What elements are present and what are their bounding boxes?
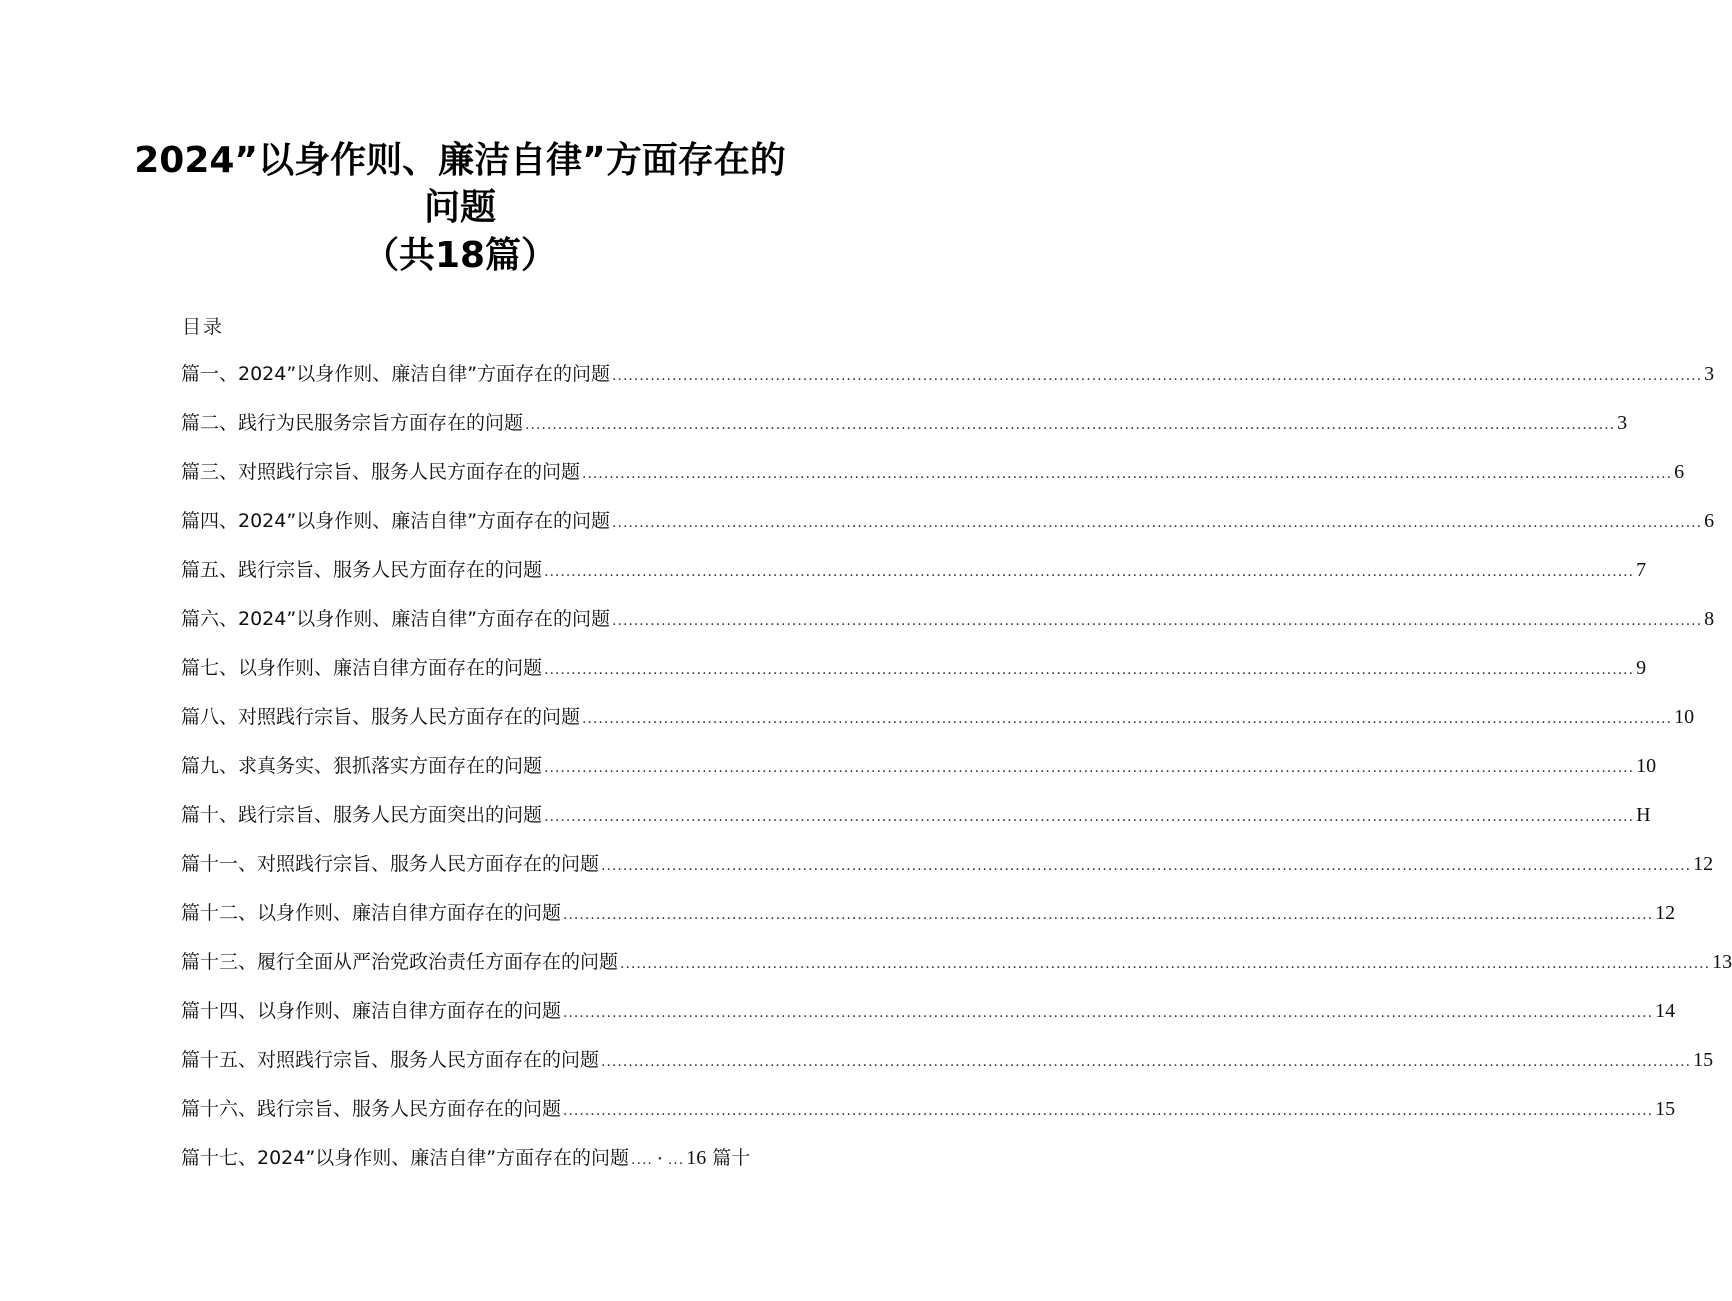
toc-heading: 目录 bbox=[182, 316, 225, 338]
toc-entry-title: 篇五、践行宗旨、服务人民方面存在的问题 bbox=[181, 559, 543, 581]
toc-entry-title: 篇十七、2024”以身作则、廉洁自律”方面存在的问题 bbox=[181, 1147, 630, 1169]
toc-entry-17[interactable] bbox=[181, 1144, 781, 1193]
document-title-line-2: 问题 bbox=[423, 187, 496, 228]
toc-entry-title: 篇一、2024”以身作则、廉洁自律”方面存在的问题 bbox=[181, 363, 611, 385]
toc-dot-leader: ........................................................................................................................................................................................................ bbox=[582, 711, 1673, 727]
toc-dot-leader: ........................................................................................................................................................................................................ bbox=[620, 956, 1711, 972]
toc-entry-11[interactable] bbox=[181, 850, 1714, 899]
toc-page-number: 6 bbox=[1704, 510, 1715, 532]
toc-entry-6[interactable] bbox=[181, 605, 1715, 654]
toc-page-number: 13 bbox=[1712, 951, 1732, 973]
toc-entry-title: 篇三、对照践行宗旨、服务人民方面存在的问题 bbox=[181, 461, 581, 483]
toc-entry-5[interactable] bbox=[181, 556, 1647, 605]
toc-dot-leader: ....・... bbox=[631, 1152, 685, 1168]
toc-dot-leader: ........................................................................................................................................................................................................ bbox=[544, 564, 1635, 580]
toc-page-number: 8 bbox=[1704, 608, 1715, 630]
toc-dot-leader: ........................................................................................................................................................................................................ bbox=[612, 368, 1703, 384]
toc-dot-leader: ........................................................................................................................................................................................................ bbox=[544, 760, 1635, 776]
toc-entry-12[interactable] bbox=[181, 899, 1676, 948]
toc-dot-leader: ........................................................................................................................................................................................................ bbox=[563, 1005, 1654, 1021]
toc-dot-leader: ........................................................................................................................................................................................................ bbox=[563, 907, 1654, 923]
toc-entry-title: 篇六、2024”以身作则、廉洁自律”方面存在的问题 bbox=[181, 608, 611, 630]
table-of-contents bbox=[181, 360, 1732, 1193]
toc-page-number: 6 bbox=[1674, 461, 1685, 483]
toc-entry-3[interactable] bbox=[181, 458, 1685, 507]
toc-page-number: 15 bbox=[1655, 1098, 1676, 1120]
toc-entry-8[interactable] bbox=[181, 703, 1695, 752]
toc-page-number: 14 bbox=[1655, 1000, 1676, 1022]
toc-entry-title: 篇十六、践行宗旨、服务人民方面存在的问题 bbox=[181, 1098, 562, 1120]
toc-entry-7[interactable] bbox=[181, 654, 1647, 703]
toc-entry-title: 篇十、践行宗旨、服务人民方面突出的问题 bbox=[181, 804, 543, 826]
toc-entry-16[interactable] bbox=[181, 1095, 1676, 1144]
toc-dot-leader: ........................................................................................................................................................................................................ bbox=[525, 417, 1616, 433]
toc-dot-leader: ........................................................................................................................................................................................................ bbox=[544, 809, 1635, 825]
toc-dot-leader: ........................................................................................................................................................................................................ bbox=[601, 858, 1692, 874]
toc-entry-title: 篇四、2024”以身作则、廉洁自律”方面存在的问题 bbox=[181, 510, 611, 532]
toc-entry-title: 篇二、践行为民服务宗旨方面存在的问题 bbox=[181, 412, 524, 434]
toc-entry-15[interactable] bbox=[181, 1046, 1714, 1095]
toc-entry-14[interactable] bbox=[181, 997, 1676, 1046]
toc-dot-leader: ........................................................................................................................................................................................................ bbox=[612, 515, 1703, 531]
toc-entry-10[interactable] bbox=[181, 801, 1651, 850]
toc-page-number: 16 bbox=[686, 1147, 707, 1169]
toc-page-number: 10 bbox=[1674, 706, 1695, 728]
toc-entry-title: 篇八、对照践行宗旨、服务人民方面存在的问题 bbox=[181, 706, 581, 728]
toc-page-number: 10 bbox=[1636, 755, 1657, 777]
toc-dot-leader: ........................................................................................................................................................................................................ bbox=[563, 1103, 1654, 1119]
toc-entry-title: 篇七、以身作则、廉洁自律方面存在的问题 bbox=[181, 657, 543, 679]
toc-dot-leader: ........................................................................................................................................................................................................ bbox=[582, 466, 1673, 482]
toc-entry-18-fragment: 篇十 bbox=[712, 1147, 751, 1169]
toc-page-number: 3 bbox=[1704, 363, 1715, 385]
toc-page-number: 15 bbox=[1693, 1049, 1714, 1071]
toc-dot-leader: ........................................................................................................................................................................................................ bbox=[612, 613, 1703, 629]
toc-entry-2[interactable] bbox=[181, 409, 1628, 458]
document-title-line-1: 2024”以身作则、廉洁自律”方面存在的 bbox=[134, 140, 786, 181]
document-title-count: （共18篇） bbox=[362, 235, 558, 276]
toc-page-number: 12 bbox=[1693, 853, 1714, 875]
toc-entry-title: 篇十四、以身作则、廉洁自律方面存在的问题 bbox=[181, 1000, 562, 1022]
toc-page-number: H bbox=[1636, 804, 1651, 826]
toc-entry-1[interactable] bbox=[181, 360, 1715, 409]
toc-page-number: 12 bbox=[1655, 902, 1676, 924]
toc-entry-4[interactable] bbox=[181, 507, 1715, 556]
toc-entry-title: 篇十二、以身作则、廉洁自律方面存在的问题 bbox=[181, 902, 562, 924]
toc-entry-13[interactable] bbox=[181, 948, 1732, 997]
toc-page-number: 3 bbox=[1617, 412, 1628, 434]
toc-entry-9[interactable] bbox=[181, 752, 1657, 801]
toc-entry-title: 篇十五、对照践行宗旨、服务人民方面存在的问题 bbox=[181, 1049, 600, 1071]
toc-entry-title: 篇九、求真务实、狠抓落实方面存在的问题 bbox=[181, 755, 543, 777]
toc-page-number: 7 bbox=[1636, 559, 1647, 581]
toc-dot-leader: ........................................................................................................................................................................................................ bbox=[544, 662, 1635, 678]
toc-entry-title: 篇十三、履行全面从严治党政治责任方面存在的问题 bbox=[181, 951, 619, 973]
toc-entry-title: 篇十一、对照践行宗旨、服务人民方面存在的问题 bbox=[181, 853, 600, 875]
toc-page-number: 9 bbox=[1636, 657, 1647, 679]
toc-dot-leader: ........................................................................................................................................................................................................ bbox=[601, 1054, 1692, 1070]
